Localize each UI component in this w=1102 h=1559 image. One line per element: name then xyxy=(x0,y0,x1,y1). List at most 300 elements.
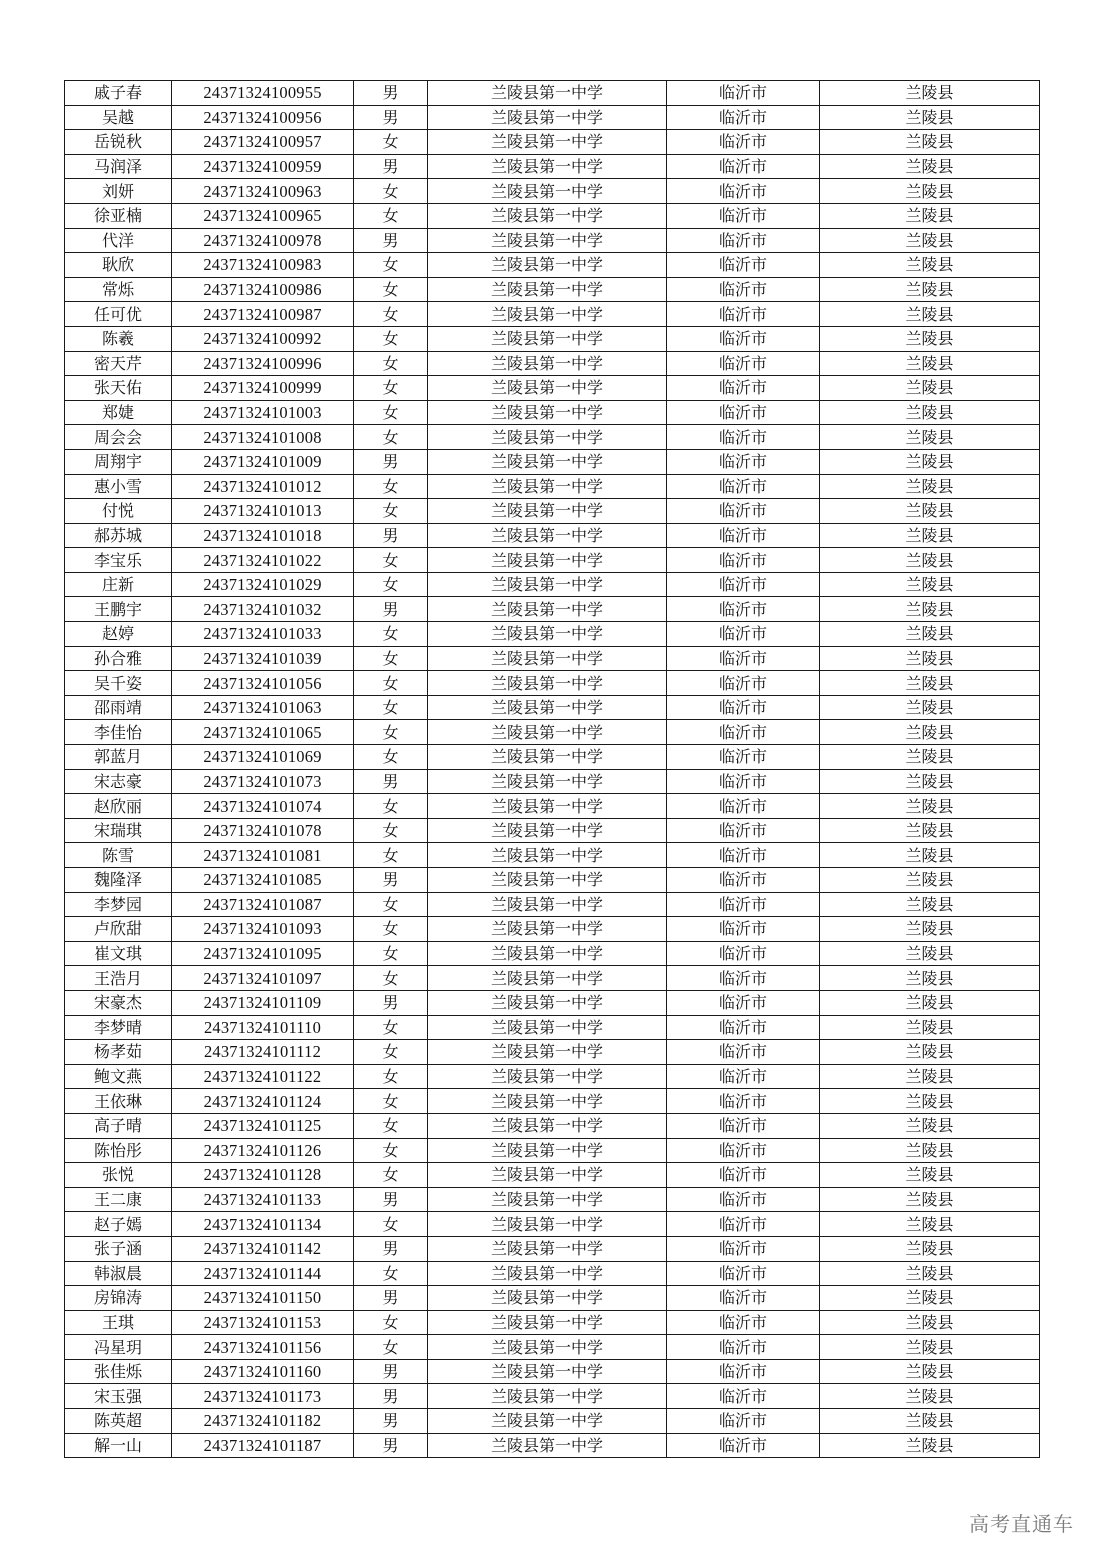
table-row xyxy=(65,646,1040,671)
exam-number-cell: 24371324101134 xyxy=(172,1212,354,1237)
county-cell: 兰陵县 xyxy=(820,130,1040,155)
school-cell: 兰陵县第一中学 xyxy=(428,1335,667,1360)
gender-cell: 女 xyxy=(354,253,428,278)
school-cell: 兰陵县第一中学 xyxy=(428,597,667,622)
gender-cell: 女 xyxy=(354,1113,428,1138)
gender-cell: 女 xyxy=(354,1064,428,1089)
gender-cell: 男 xyxy=(354,868,428,893)
table-row xyxy=(65,81,1040,106)
exam-number-cell: 24371324101013 xyxy=(172,499,354,524)
table-row xyxy=(65,1433,1040,1458)
student-name-cell: 解一山 xyxy=(65,1433,172,1458)
city-cell: 临沂市 xyxy=(667,1433,820,1458)
table-row xyxy=(65,818,1040,843)
student-name-cell: 王鹏宇 xyxy=(65,597,172,622)
table-row xyxy=(65,843,1040,868)
city-cell: 临沂市 xyxy=(667,1040,820,1065)
table-row xyxy=(65,892,1040,917)
exam-number-cell: 24371324101128 xyxy=(172,1163,354,1188)
table-row xyxy=(65,572,1040,597)
table-row xyxy=(65,1409,1040,1434)
city-cell: 临沂市 xyxy=(667,1212,820,1237)
county-cell: 兰陵县 xyxy=(820,203,1040,228)
gender-cell: 女 xyxy=(354,1089,428,1114)
table-row xyxy=(65,548,1040,573)
gender-cell: 男 xyxy=(354,154,428,179)
exam-number-cell: 24371324100957 xyxy=(172,130,354,155)
student-name-cell: 陈雪 xyxy=(65,843,172,868)
school-cell: 兰陵县第一中学 xyxy=(428,326,667,351)
table-row xyxy=(65,302,1040,327)
school-cell: 兰陵县第一中学 xyxy=(428,622,667,647)
student-name-cell: 吴千姿 xyxy=(65,671,172,696)
exam-number-cell: 24371324101074 xyxy=(172,794,354,819)
table-row xyxy=(65,695,1040,720)
city-cell: 临沂市 xyxy=(667,302,820,327)
school-cell: 兰陵县第一中学 xyxy=(428,1089,667,1114)
county-cell: 兰陵县 xyxy=(820,794,1040,819)
gender-cell: 男 xyxy=(354,105,428,130)
gender-cell: 女 xyxy=(354,941,428,966)
exam-number-cell: 24371324100986 xyxy=(172,277,354,302)
gender-cell: 女 xyxy=(354,302,428,327)
county-cell: 兰陵县 xyxy=(820,1212,1040,1237)
school-cell: 兰陵县第一中学 xyxy=(428,572,667,597)
student-name-cell: 郑婕 xyxy=(65,400,172,425)
county-cell: 兰陵县 xyxy=(820,1409,1040,1434)
county-cell: 兰陵县 xyxy=(820,548,1040,573)
exam-number-cell: 24371324101033 xyxy=(172,622,354,647)
table-row xyxy=(65,1384,1040,1409)
gender-cell: 女 xyxy=(354,1138,428,1163)
table-row xyxy=(65,745,1040,770)
gender-cell: 男 xyxy=(354,1286,428,1311)
school-cell: 兰陵县第一中学 xyxy=(428,1187,667,1212)
exam-number-cell: 24371324101133 xyxy=(172,1187,354,1212)
student-name-cell: 鲍文燕 xyxy=(65,1064,172,1089)
school-cell: 兰陵县第一中学 xyxy=(428,302,667,327)
city-cell: 临沂市 xyxy=(667,1236,820,1261)
school-cell: 兰陵县第一中学 xyxy=(428,228,667,253)
school-cell: 兰陵县第一中学 xyxy=(428,1433,667,1458)
county-cell: 兰陵县 xyxy=(820,1286,1040,1311)
gender-cell: 女 xyxy=(354,720,428,745)
city-cell: 临沂市 xyxy=(667,154,820,179)
county-cell: 兰陵县 xyxy=(820,1015,1040,1040)
table-row xyxy=(65,1236,1040,1261)
county-cell: 兰陵县 xyxy=(820,425,1040,450)
city-cell: 临沂市 xyxy=(667,425,820,450)
county-cell: 兰陵县 xyxy=(820,843,1040,868)
table-row xyxy=(65,499,1040,524)
exam-number-cell: 24371324101081 xyxy=(172,843,354,868)
student-name-cell: 张悦 xyxy=(65,1163,172,1188)
exam-number-cell: 24371324101078 xyxy=(172,818,354,843)
city-cell: 临沂市 xyxy=(667,548,820,573)
city-cell: 临沂市 xyxy=(667,941,820,966)
county-cell: 兰陵县 xyxy=(820,81,1040,106)
roster-sheet xyxy=(64,80,1039,1458)
exam-number-cell: 24371324101112 xyxy=(172,1040,354,1065)
student-name-cell: 高子晴 xyxy=(65,1113,172,1138)
student-name-cell: 赵欣丽 xyxy=(65,794,172,819)
school-cell: 兰陵县第一中学 xyxy=(428,1384,667,1409)
gender-cell: 男 xyxy=(354,449,428,474)
student-name-cell: 王依琳 xyxy=(65,1089,172,1114)
gender-cell: 女 xyxy=(354,1212,428,1237)
school-cell: 兰陵县第一中学 xyxy=(428,548,667,573)
city-cell: 临沂市 xyxy=(667,203,820,228)
table-row xyxy=(65,917,1040,942)
gender-cell: 女 xyxy=(354,400,428,425)
table-row xyxy=(65,966,1040,991)
gender-cell: 女 xyxy=(354,646,428,671)
student-name-cell: 张佳烁 xyxy=(65,1359,172,1384)
school-cell: 兰陵县第一中学 xyxy=(428,81,667,106)
exam-number-cell: 24371324101039 xyxy=(172,646,354,671)
gender-cell: 女 xyxy=(354,179,428,204)
student-name-cell: 戚子春 xyxy=(65,81,172,106)
student-name-cell: 卢欣甜 xyxy=(65,917,172,942)
county-cell: 兰陵县 xyxy=(820,1040,1040,1065)
exam-number-cell: 24371324101095 xyxy=(172,941,354,966)
city-cell: 临沂市 xyxy=(667,695,820,720)
exam-number-cell: 24371324101029 xyxy=(172,572,354,597)
county-cell: 兰陵县 xyxy=(820,277,1040,302)
exam-number-cell: 24371324100955 xyxy=(172,81,354,106)
exam-number-cell: 24371324101032 xyxy=(172,597,354,622)
table-row xyxy=(65,130,1040,155)
table-row xyxy=(65,351,1040,376)
gender-cell: 女 xyxy=(354,425,428,450)
table-row xyxy=(65,1286,1040,1311)
gender-cell: 男 xyxy=(354,1384,428,1409)
city-cell: 临沂市 xyxy=(667,1163,820,1188)
gender-cell: 女 xyxy=(354,376,428,401)
school-cell: 兰陵县第一中学 xyxy=(428,449,667,474)
table-row xyxy=(65,1015,1040,1040)
gender-cell: 男 xyxy=(354,228,428,253)
gender-cell: 女 xyxy=(354,966,428,991)
student-name-cell: 韩淑晨 xyxy=(65,1261,172,1286)
city-cell: 临沂市 xyxy=(667,523,820,548)
student-name-cell: 代洋 xyxy=(65,228,172,253)
gender-cell: 女 xyxy=(354,1261,428,1286)
city-cell: 临沂市 xyxy=(667,818,820,843)
exam-number-cell: 24371324100987 xyxy=(172,302,354,327)
gender-cell: 男 xyxy=(354,1409,428,1434)
student-name-cell: 付悦 xyxy=(65,499,172,524)
table-row xyxy=(65,449,1040,474)
gender-cell: 女 xyxy=(354,695,428,720)
school-cell: 兰陵县第一中学 xyxy=(428,179,667,204)
school-cell: 兰陵县第一中学 xyxy=(428,990,667,1015)
table-row xyxy=(65,1040,1040,1065)
exam-number-cell: 24371324101012 xyxy=(172,474,354,499)
school-cell: 兰陵县第一中学 xyxy=(428,1113,667,1138)
table-row xyxy=(65,154,1040,179)
gender-cell: 女 xyxy=(354,622,428,647)
county-cell: 兰陵县 xyxy=(820,449,1040,474)
county-cell: 兰陵县 xyxy=(820,523,1040,548)
city-cell: 临沂市 xyxy=(667,376,820,401)
student-name-cell: 王琪 xyxy=(65,1310,172,1335)
city-cell: 临沂市 xyxy=(667,917,820,942)
county-cell: 兰陵县 xyxy=(820,1261,1040,1286)
county-cell: 兰陵县 xyxy=(820,818,1040,843)
city-cell: 临沂市 xyxy=(667,253,820,278)
student-name-cell: 张子涵 xyxy=(65,1236,172,1261)
student-name-cell: 宋瑞琪 xyxy=(65,818,172,843)
school-cell: 兰陵县第一中学 xyxy=(428,745,667,770)
student-name-cell: 孙合雅 xyxy=(65,646,172,671)
city-cell: 临沂市 xyxy=(667,671,820,696)
school-cell: 兰陵县第一中学 xyxy=(428,1212,667,1237)
county-cell: 兰陵县 xyxy=(820,671,1040,696)
exam-number-cell: 24371324100959 xyxy=(172,154,354,179)
city-cell: 临沂市 xyxy=(667,1015,820,1040)
student-name-cell: 张天佑 xyxy=(65,376,172,401)
city-cell: 临沂市 xyxy=(667,105,820,130)
exam-number-cell: 24371324100956 xyxy=(172,105,354,130)
county-cell: 兰陵县 xyxy=(820,376,1040,401)
gender-cell: 女 xyxy=(354,843,428,868)
city-cell: 临沂市 xyxy=(667,1261,820,1286)
school-cell: 兰陵县第一中学 xyxy=(428,1409,667,1434)
school-cell: 兰陵县第一中学 xyxy=(428,1163,667,1188)
roster-body xyxy=(65,81,1040,1458)
student-name-cell: 赵婷 xyxy=(65,622,172,647)
table-row xyxy=(65,720,1040,745)
table-row xyxy=(65,1359,1040,1384)
county-cell: 兰陵县 xyxy=(820,1359,1040,1384)
student-roster-table xyxy=(64,80,1040,1458)
county-cell: 兰陵县 xyxy=(820,1335,1040,1360)
table-row xyxy=(65,671,1040,696)
gender-cell: 女 xyxy=(354,1163,428,1188)
table-row xyxy=(65,1212,1040,1237)
county-cell: 兰陵县 xyxy=(820,400,1040,425)
exam-number-cell: 24371324101087 xyxy=(172,892,354,917)
city-cell: 临沂市 xyxy=(667,1359,820,1384)
gender-cell: 男 xyxy=(354,1359,428,1384)
student-name-cell: 刘妍 xyxy=(65,179,172,204)
student-name-cell: 李梦园 xyxy=(65,892,172,917)
exam-number-cell: 24371324101063 xyxy=(172,695,354,720)
student-name-cell: 惠小雪 xyxy=(65,474,172,499)
county-cell: 兰陵县 xyxy=(820,1433,1040,1458)
student-name-cell: 邵雨靖 xyxy=(65,695,172,720)
table-row xyxy=(65,1089,1040,1114)
gender-cell: 女 xyxy=(354,572,428,597)
city-cell: 临沂市 xyxy=(667,892,820,917)
gender-cell: 女 xyxy=(354,1015,428,1040)
county-cell: 兰陵县 xyxy=(820,917,1040,942)
exam-number-cell: 24371324100996 xyxy=(172,351,354,376)
exam-number-cell: 24371324100983 xyxy=(172,253,354,278)
city-cell: 临沂市 xyxy=(667,646,820,671)
county-cell: 兰陵县 xyxy=(820,597,1040,622)
city-cell: 临沂市 xyxy=(667,499,820,524)
table-row xyxy=(65,597,1040,622)
school-cell: 兰陵县第一中学 xyxy=(428,203,667,228)
exam-number-cell: 24371324101018 xyxy=(172,523,354,548)
gender-cell: 男 xyxy=(354,1187,428,1212)
city-cell: 临沂市 xyxy=(667,1286,820,1311)
school-cell: 兰陵县第一中学 xyxy=(428,1286,667,1311)
exam-number-cell: 24371324101073 xyxy=(172,769,354,794)
student-name-cell: 庄新 xyxy=(65,572,172,597)
table-row xyxy=(65,1138,1040,1163)
county-cell: 兰陵县 xyxy=(820,572,1040,597)
gender-cell: 女 xyxy=(354,326,428,351)
school-cell: 兰陵县第一中学 xyxy=(428,868,667,893)
exam-number-cell: 24371324101009 xyxy=(172,449,354,474)
school-cell: 兰陵县第一中学 xyxy=(428,1236,667,1261)
exam-number-cell: 24371324101153 xyxy=(172,1310,354,1335)
city-cell: 临沂市 xyxy=(667,966,820,991)
county-cell: 兰陵县 xyxy=(820,622,1040,647)
school-cell: 兰陵县第一中学 xyxy=(428,105,667,130)
school-cell: 兰陵县第一中学 xyxy=(428,474,667,499)
city-cell: 临沂市 xyxy=(667,351,820,376)
county-cell: 兰陵县 xyxy=(820,1138,1040,1163)
school-cell: 兰陵县第一中学 xyxy=(428,769,667,794)
student-name-cell: 密天芹 xyxy=(65,351,172,376)
exam-number-cell: 24371324100978 xyxy=(172,228,354,253)
exam-number-cell: 24371324101003 xyxy=(172,400,354,425)
county-cell: 兰陵县 xyxy=(820,1089,1040,1114)
exam-number-cell: 24371324101056 xyxy=(172,671,354,696)
city-cell: 临沂市 xyxy=(667,130,820,155)
city-cell: 临沂市 xyxy=(667,769,820,794)
county-cell: 兰陵县 xyxy=(820,105,1040,130)
student-name-cell: 王二康 xyxy=(65,1187,172,1212)
school-cell: 兰陵县第一中学 xyxy=(428,277,667,302)
exam-number-cell: 24371324101144 xyxy=(172,1261,354,1286)
county-cell: 兰陵县 xyxy=(820,646,1040,671)
table-row xyxy=(65,203,1040,228)
school-cell: 兰陵县第一中学 xyxy=(428,671,667,696)
gender-cell: 女 xyxy=(354,499,428,524)
student-name-cell: 吴越 xyxy=(65,105,172,130)
city-cell: 临沂市 xyxy=(667,1089,820,1114)
city-cell: 临沂市 xyxy=(667,720,820,745)
student-name-cell: 崔文琪 xyxy=(65,941,172,966)
student-name-cell: 李宝乐 xyxy=(65,548,172,573)
table-row xyxy=(65,228,1040,253)
table-row xyxy=(65,1064,1040,1089)
city-cell: 临沂市 xyxy=(667,326,820,351)
county-cell: 兰陵县 xyxy=(820,302,1040,327)
school-cell: 兰陵县第一中学 xyxy=(428,843,667,868)
city-cell: 临沂市 xyxy=(667,179,820,204)
city-cell: 临沂市 xyxy=(667,1384,820,1409)
student-name-cell: 陈羲 xyxy=(65,326,172,351)
county-cell: 兰陵县 xyxy=(820,154,1040,179)
gender-cell: 女 xyxy=(354,351,428,376)
county-cell: 兰陵县 xyxy=(820,474,1040,499)
exam-number-cell: 24371324101125 xyxy=(172,1113,354,1138)
exam-number-cell: 24371324100965 xyxy=(172,203,354,228)
school-cell: 兰陵县第一中学 xyxy=(428,1040,667,1065)
school-cell: 兰陵县第一中学 xyxy=(428,818,667,843)
exam-number-cell: 24371324101022 xyxy=(172,548,354,573)
gender-cell: 男 xyxy=(354,1236,428,1261)
table-row xyxy=(65,1163,1040,1188)
gender-cell: 女 xyxy=(354,671,428,696)
county-cell: 兰陵县 xyxy=(820,253,1040,278)
gender-cell: 女 xyxy=(354,892,428,917)
table-row xyxy=(65,1187,1040,1212)
table-row xyxy=(65,376,1040,401)
county-cell: 兰陵县 xyxy=(820,179,1040,204)
student-name-cell: 马润泽 xyxy=(65,154,172,179)
school-cell: 兰陵县第一中学 xyxy=(428,695,667,720)
gender-cell: 男 xyxy=(354,597,428,622)
school-cell: 兰陵县第一中学 xyxy=(428,1261,667,1286)
student-name-cell: 李佳怡 xyxy=(65,720,172,745)
county-cell: 兰陵县 xyxy=(820,351,1040,376)
gender-cell: 女 xyxy=(354,1310,428,1335)
school-cell: 兰陵县第一中学 xyxy=(428,720,667,745)
table-row xyxy=(65,253,1040,278)
county-cell: 兰陵县 xyxy=(820,1187,1040,1212)
student-name-cell: 宋豪杰 xyxy=(65,990,172,1015)
table-row xyxy=(65,105,1040,130)
table-row xyxy=(65,1310,1040,1335)
exam-number-cell: 24371324101008 xyxy=(172,425,354,450)
county-cell: 兰陵县 xyxy=(820,966,1040,991)
exam-number-cell: 24371324101160 xyxy=(172,1359,354,1384)
gender-cell: 女 xyxy=(354,1040,428,1065)
city-cell: 临沂市 xyxy=(667,794,820,819)
city-cell: 临沂市 xyxy=(667,1187,820,1212)
student-name-cell: 郭蓝月 xyxy=(65,745,172,770)
city-cell: 临沂市 xyxy=(667,277,820,302)
school-cell: 兰陵县第一中学 xyxy=(428,941,667,966)
gender-cell: 女 xyxy=(354,1335,428,1360)
county-cell: 兰陵县 xyxy=(820,868,1040,893)
county-cell: 兰陵县 xyxy=(820,1064,1040,1089)
exam-number-cell: 24371324101156 xyxy=(172,1335,354,1360)
gender-cell: 女 xyxy=(354,474,428,499)
school-cell: 兰陵县第一中学 xyxy=(428,499,667,524)
exam-number-cell: 24371324100963 xyxy=(172,179,354,204)
exam-number-cell: 24371324101150 xyxy=(172,1286,354,1311)
table-row xyxy=(65,1113,1040,1138)
gender-cell: 女 xyxy=(354,917,428,942)
gender-cell: 女 xyxy=(354,818,428,843)
student-name-cell: 周会会 xyxy=(65,425,172,450)
gender-cell: 男 xyxy=(354,990,428,1015)
watermark-text: 高考直通车 xyxy=(969,1512,1074,1536)
school-cell: 兰陵县第一中学 xyxy=(428,646,667,671)
school-cell: 兰陵县第一中学 xyxy=(428,1310,667,1335)
table-row xyxy=(65,941,1040,966)
exam-number-cell: 24371324100999 xyxy=(172,376,354,401)
county-cell: 兰陵县 xyxy=(820,892,1040,917)
student-name-cell: 李梦晴 xyxy=(65,1015,172,1040)
exam-number-cell: 24371324101085 xyxy=(172,868,354,893)
city-cell: 临沂市 xyxy=(667,228,820,253)
city-cell: 临沂市 xyxy=(667,449,820,474)
county-cell: 兰陵县 xyxy=(820,326,1040,351)
city-cell: 临沂市 xyxy=(667,1310,820,1335)
exam-number-cell: 24371324101182 xyxy=(172,1409,354,1434)
table-row xyxy=(65,179,1040,204)
city-cell: 临沂市 xyxy=(667,622,820,647)
